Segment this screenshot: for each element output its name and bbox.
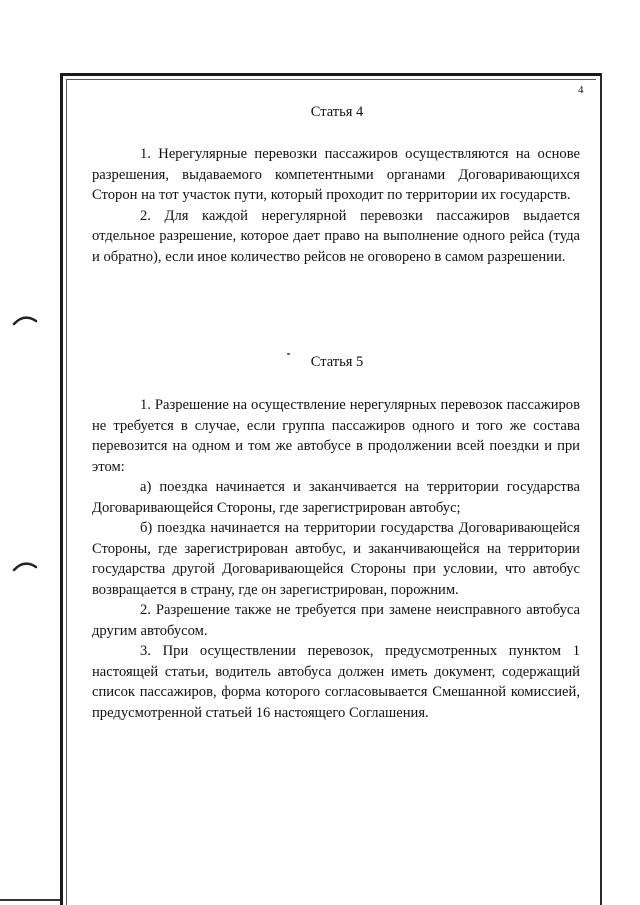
binder-hole-mark (12, 312, 38, 326)
article-5-paragraph-3: 3. При осуществлении перевозок, предусмотренных пунктом 1 настоящей статьи, водитель автобуса должен иметь документ, содержащий список пассажиров, форма которого согласовывается Смешанной комиссией, предусмотренной статьей 16 настоящего Соглашения. (92, 643, 580, 721)
binder-hole-mark (12, 558, 38, 572)
article-4-paragraph-1: 1. Нерегулярные перевозки пассажиров осуществляются на основе разрешения, выдаваемого компетентными органами Договаривающихся Сторон на тот участок пути, который проходит по территории их государств. (92, 146, 580, 203)
article-5-heading: Статья 5 (310, 354, 364, 370)
page-number: 4 (578, 84, 584, 96)
article-5-item-a: а) поездка начинается и заканчивается на территории государства Договаривающейся Стороны, где зарегистрирован автобус; (92, 479, 580, 516)
scan-edge-line (0, 899, 60, 901)
article-5-item-b: б) поездка начинается на территории государства Договаривающейся Стороны, где зарегистрирован автобус, и заканчивающейся на территории государства другой Договаривающейся Стороны при условии, что автобус возвращается в страну, где он зарегистрирован, порожним. (92, 520, 580, 598)
article-5-body (92, 395, 580, 723)
article-5-paragraph-1: 1. Разрешение на осуществление нерегулярных перевозок пассажиров не требуется в случае, если группа пассажиров одного и того же состава перевозится на одном и том же автобусе в продолжении всей поездки и при этом: (92, 397, 580, 475)
article-5-paragraph-2: 2. Разрешение также не требуется при замене неисправного автобуса другим автобусом. (92, 602, 580, 639)
article-4-body (92, 144, 580, 267)
article-4-heading: Статья 4 (310, 104, 364, 120)
article-4-paragraph-2: 2. Для каждой нерегулярной перевозки пассажиров выдается отдельное разрешение, которое дает право на выполнение одного рейса (туда и обратно), если иное количество рейсов не оговорено в самом разрешении. (92, 207, 580, 265)
